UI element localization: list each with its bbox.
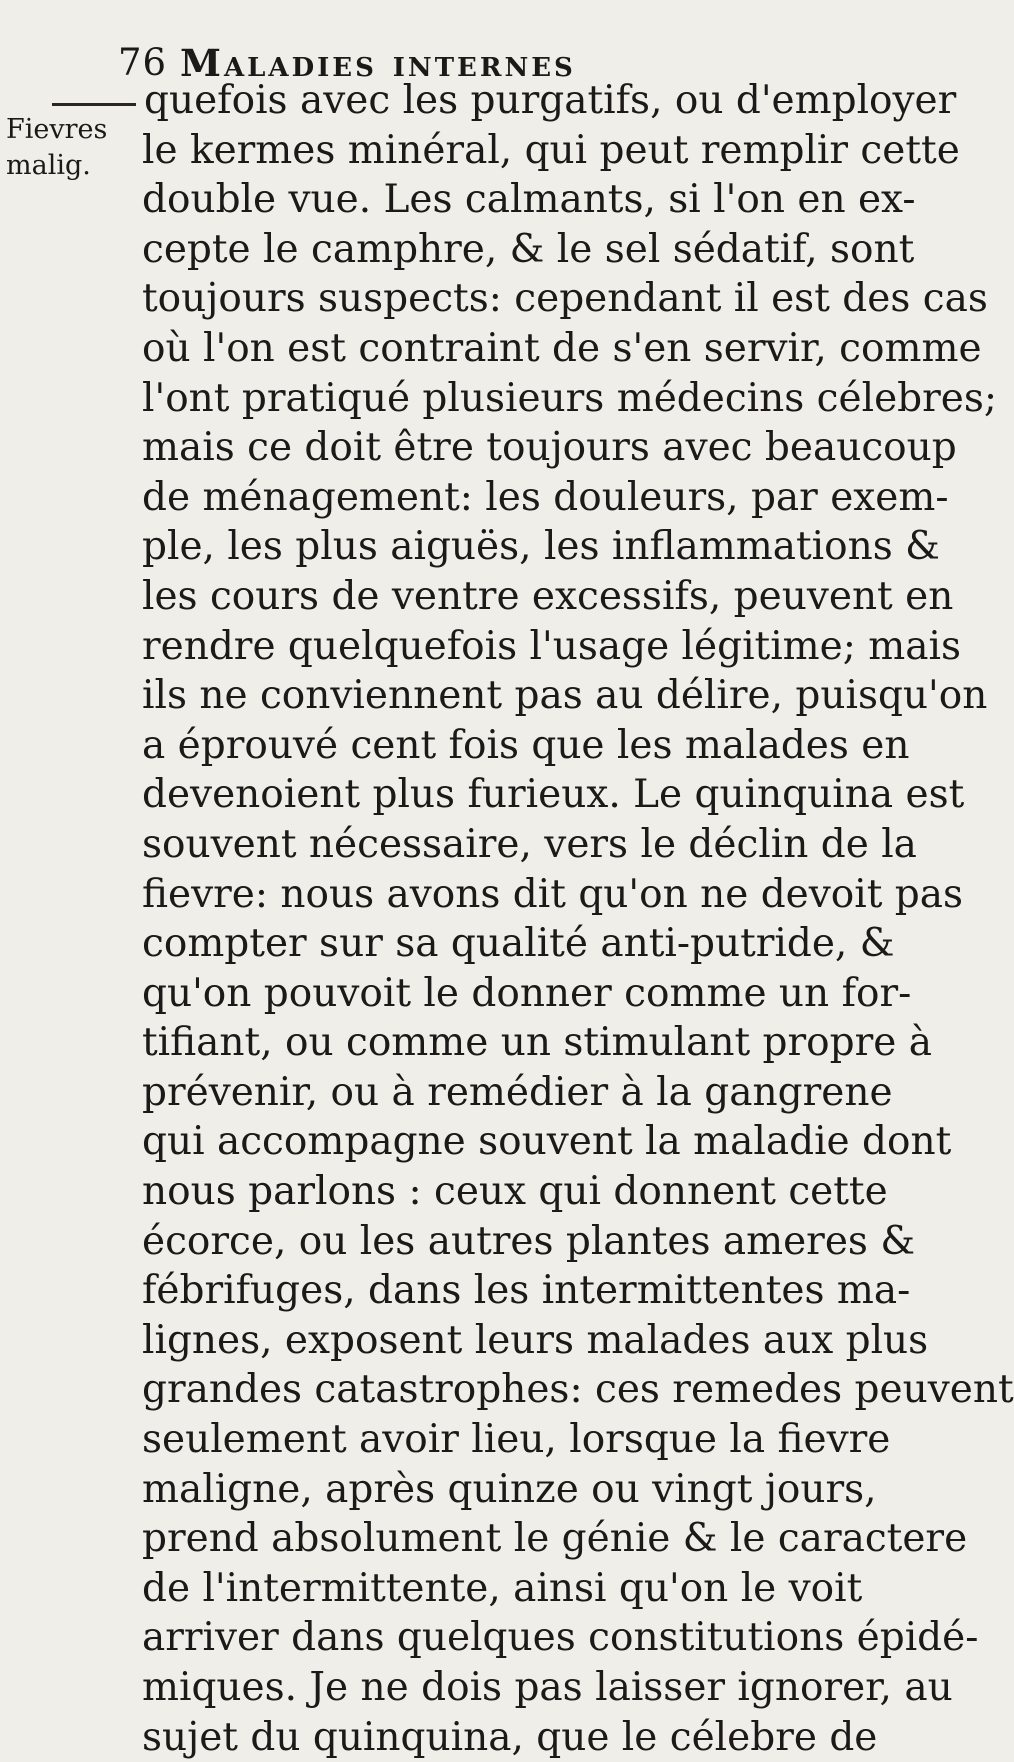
text-line: a éprouvé cent fois que les malades en <box>142 722 910 768</box>
text-line: prend absolument le génie & le caractere <box>142 1516 968 1562</box>
text-line: maligne, après quinze ou vingt jours, <box>142 1466 877 1512</box>
text-line: compter sur sa qualité anti-putride, & <box>142 921 895 967</box>
text-line: devenoient plus furieux. Le quinquina est <box>142 772 965 818</box>
text-line: lignes, exposent leurs malades aux plus <box>142 1317 929 1363</box>
text-line: qui accompagne souvent la maladie dont <box>142 1119 952 1165</box>
text-line: cepte le camphre, & le sel sédatif, sont <box>142 226 915 272</box>
margin-note-line: Fievres <box>6 114 108 145</box>
text-line: arriver dans quelques constitutions épidé- <box>142 1615 979 1661</box>
margin-rule <box>52 103 136 106</box>
text-line: nous parlons : ceux qui donnent cette <box>142 1169 888 1215</box>
margin-note <box>6 112 107 184</box>
text-line: toujours suspects: cependant il est des cas <box>142 276 988 322</box>
text-line: seulement avoir lieu, lorsque la fievre <box>142 1417 891 1463</box>
running-title: Maladies internes <box>180 41 576 85</box>
body-text <box>142 76 1014 1762</box>
text-line: miques. Je ne dois pas laisser ignorer, au <box>142 1665 953 1710</box>
text-line: fievre: nous avons dit qu'on ne devoit pas <box>142 871 964 917</box>
text-line: l'ont pratiqué plusieurs médecins célebres; <box>142 375 997 421</box>
text-line: tifiant, ou comme un stimulant propre à <box>142 1020 932 1066</box>
text-line: souvent nécessaire, vers le déclin de la <box>142 821 917 867</box>
text-line: grandes catastrophes: ces remedes peuvent <box>142 1367 1014 1413</box>
text-line: quefois avec les purgatifs, ou d'employer <box>144 78 957 123</box>
text-line: les cours de ventre excessifs, peuvent en <box>142 573 954 619</box>
text-line: mais ce doit être toujours avec beaucoup <box>142 425 957 471</box>
text-line: de ménagement: les douleurs, par exem- <box>142 474 949 520</box>
text-line: ils ne conviennent pas au délire, puisqu'on <box>142 673 988 719</box>
text-line: ple, les plus aiguës, les inflammations & <box>142 524 940 570</box>
margin-note-line: malig. <box>6 150 91 181</box>
text-line: prévenir, ou à remédier à la gangrene <box>142 1069 893 1115</box>
text-line: qu'on pouvoit le donner comme un for- <box>142 970 912 1016</box>
text-line: rendre quelquefois l'usage légitime; mais <box>142 623 961 669</box>
text-line: où l'on est contraint de s'en servir, comme <box>142 325 982 371</box>
page-number: 76 <box>118 41 168 84</box>
text-line: de l'intermittente, ainsi qu'on le voit <box>142 1565 863 1611</box>
text-line: écorce, ou les autres plantes ameres & <box>142 1218 916 1264</box>
text-line: double vue. Les calmants, si l'on en ex- <box>142 177 916 223</box>
text-line: sujet du quinquina, que le célebre de <box>142 1714 878 1760</box>
text-line: fébrifuges, dans les intermittentes ma- <box>142 1268 911 1314</box>
text-line: le kermes minéral, qui peut remplir cette <box>142 127 960 173</box>
